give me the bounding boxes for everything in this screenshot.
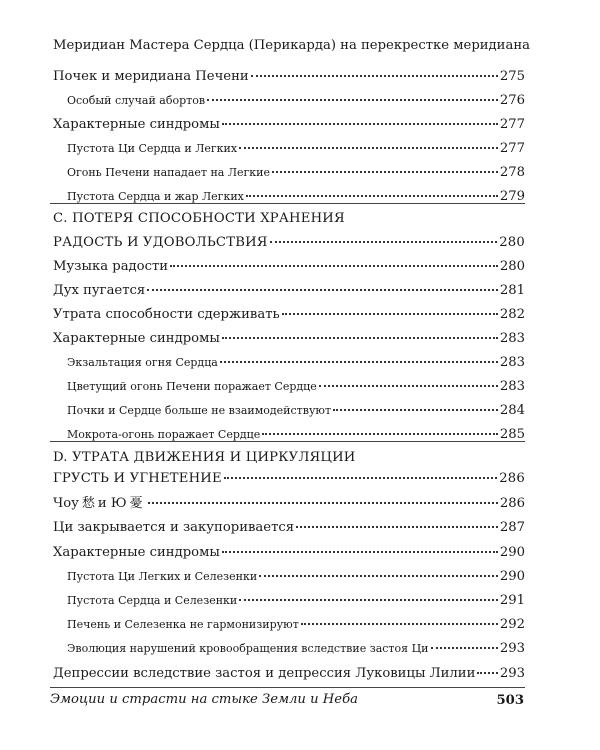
toc-entry-label: Печень и Селезенка не гармонизируют <box>67 618 299 631</box>
toc-entry <box>0 232 600 250</box>
section-heading: С. ПОТЕРЯ СПОСОБНОСТИ ХРАНЕНИЯ <box>53 211 345 226</box>
toc-entry <box>0 542 600 560</box>
toc-entry-label: Пустота Сердца и Селезенки <box>67 594 238 607</box>
toc-entry-label: Цветущий огонь Печени поражает Сердце <box>67 380 317 393</box>
dot-leader <box>296 526 498 528</box>
toc-entry-label: Пустота Ци Легких и Селезенки <box>67 570 258 583</box>
dot-leader <box>170 265 498 267</box>
dot-leader <box>207 99 498 101</box>
dot-leader <box>270 241 498 243</box>
toc-entry-page: 280 <box>499 235 525 250</box>
toc-entry-label: Эволюция нарушений кровообращения вследствие застоя Ци <box>67 642 429 655</box>
dot-leader <box>222 551 498 553</box>
toc-entry <box>0 376 600 394</box>
toc-entry <box>0 590 600 608</box>
toc-entry-label: РАДОСТЬ И УДОВОЛЬСТВИЯ <box>53 235 268 250</box>
toc-entry-label: Характерные синдромы <box>53 117 220 132</box>
page-number: 503 <box>496 693 524 708</box>
toc-entry-page: 283 <box>499 379 525 394</box>
toc-entry <box>0 304 600 322</box>
toc-entry <box>0 256 600 274</box>
dot-leader <box>147 289 498 291</box>
toc-entry <box>0 517 600 535</box>
dot-leader <box>251 75 498 77</box>
toc-entry <box>0 493 600 511</box>
toc-entry <box>0 280 600 298</box>
toc-line-intro: Меридиан Мастера Сердца (Перикарда) на перекрестке меридиана <box>53 38 530 53</box>
section-divider <box>50 203 525 204</box>
toc-entry-label: Музыка радости <box>53 259 169 274</box>
toc-entry <box>0 66 600 84</box>
dot-leader <box>239 147 498 149</box>
toc-entry-label: Почки и Сердце больше не взаимодействуют <box>67 404 332 417</box>
toc-entry-label: Утрата способности сдерживать <box>53 307 280 322</box>
dot-leader <box>333 409 498 411</box>
chou-glyph: 愁 <box>81 496 95 511</box>
toc-entry-label: Пустота Ци Сердца и Легких <box>67 142 238 155</box>
toc-entry-page: 286 <box>499 471 525 486</box>
toc-entry <box>0 328 600 346</box>
section-heading: D. УТРАТА ДВИЖЕНИЯ И ЦИРКУЛЯЦИИ <box>53 450 356 465</box>
toc-entry-page: 276 <box>499 93 525 108</box>
dot-leader <box>239 599 498 601</box>
running-footer-title: Эмоции и страсти на стыке Земли и Неба <box>50 692 358 707</box>
toc-entry-label <box>53 492 146 511</box>
toc-entry-label: Характерные синдромы <box>53 545 220 560</box>
dot-leader <box>220 361 498 363</box>
dot-leader <box>222 337 498 339</box>
toc-entry-page: 283 <box>499 331 525 346</box>
toc-entry <box>0 90 600 108</box>
toc-entry-page: 277 <box>499 117 525 132</box>
toc-entry-page: 291 <box>499 593 525 608</box>
toc-entry-page: 277 <box>499 141 525 156</box>
toc-entry-page: 286 <box>499 496 525 511</box>
toc-entry <box>0 162 600 180</box>
toc-entry-label: Почек и меридиана Печени <box>53 69 249 84</box>
dot-leader <box>319 385 498 387</box>
toc-entry <box>0 114 600 132</box>
toc-entry-label: ГРУСТЬ И УГНЕТЕНИЕ <box>53 471 222 486</box>
toc-entry <box>0 566 600 584</box>
dot-leader <box>477 672 497 674</box>
chou-text: Чоу <box>53 496 79 511</box>
toc-entry-label: Характерные синдромы <box>53 331 220 346</box>
toc-entry-page: 284 <box>499 403 525 418</box>
toc-entry-page: 275 <box>499 69 525 84</box>
footer-divider <box>50 687 525 688</box>
yu-text: и Ю <box>97 496 127 511</box>
dot-leader <box>259 575 498 577</box>
toc-entry <box>0 400 600 418</box>
toc-entry-label: Огонь Печени нападает на Легкие <box>67 166 271 179</box>
toc-entry-page: 279 <box>499 189 525 204</box>
toc-entry-page: 293 <box>499 666 525 681</box>
toc-entry-label: Мокрота-огонь поражает Сердце <box>67 428 261 441</box>
toc-entry <box>0 186 600 204</box>
yu-glyph: 憂 <box>129 496 143 511</box>
toc-entry <box>0 614 600 632</box>
toc-entry-page: 290 <box>499 569 525 584</box>
toc-entry <box>0 138 600 156</box>
dot-leader <box>272 171 498 173</box>
toc-entry-page: 282 <box>499 307 525 322</box>
toc-entry-page: 280 <box>499 259 525 274</box>
dot-leader <box>262 433 498 435</box>
dot-leader <box>431 647 498 649</box>
toc-entry-label: Пустота Сердца и жар Легких <box>67 190 244 203</box>
toc-entry-page: 281 <box>499 283 525 298</box>
dot-leader <box>282 313 498 315</box>
toc-entry-label: Экзальтация огня Сердца <box>67 356 218 369</box>
toc-entry <box>0 424 600 442</box>
toc-entry-page: 292 <box>499 617 525 632</box>
section-divider <box>50 441 525 442</box>
toc-entry <box>0 663 600 681</box>
toc-entry-page: 293 <box>499 641 525 656</box>
toc-entry-page: 290 <box>499 545 525 560</box>
dot-leader <box>224 477 497 479</box>
toc-entry-label: Особый случай абортов <box>67 94 206 107</box>
toc-entry-page: 285 <box>499 427 525 442</box>
toc-entry <box>0 352 600 370</box>
toc-entry-label: Депрессии вследствие застоя и депрессия Луковицы Лилии <box>53 666 476 681</box>
toc-entry-page: 278 <box>499 165 525 180</box>
dot-leader <box>246 195 498 197</box>
toc-entry-label: Дух пугается <box>53 283 146 298</box>
dot-leader <box>301 623 498 625</box>
toc-entry <box>0 468 600 486</box>
toc-entry-page: 287 <box>499 520 525 535</box>
dot-leader <box>148 502 498 504</box>
toc-entry-label: Ци закрывается и закупоривается <box>53 520 295 535</box>
toc-entry-page: 283 <box>499 355 525 370</box>
dot-leader <box>222 123 498 125</box>
toc-entry <box>0 638 600 656</box>
